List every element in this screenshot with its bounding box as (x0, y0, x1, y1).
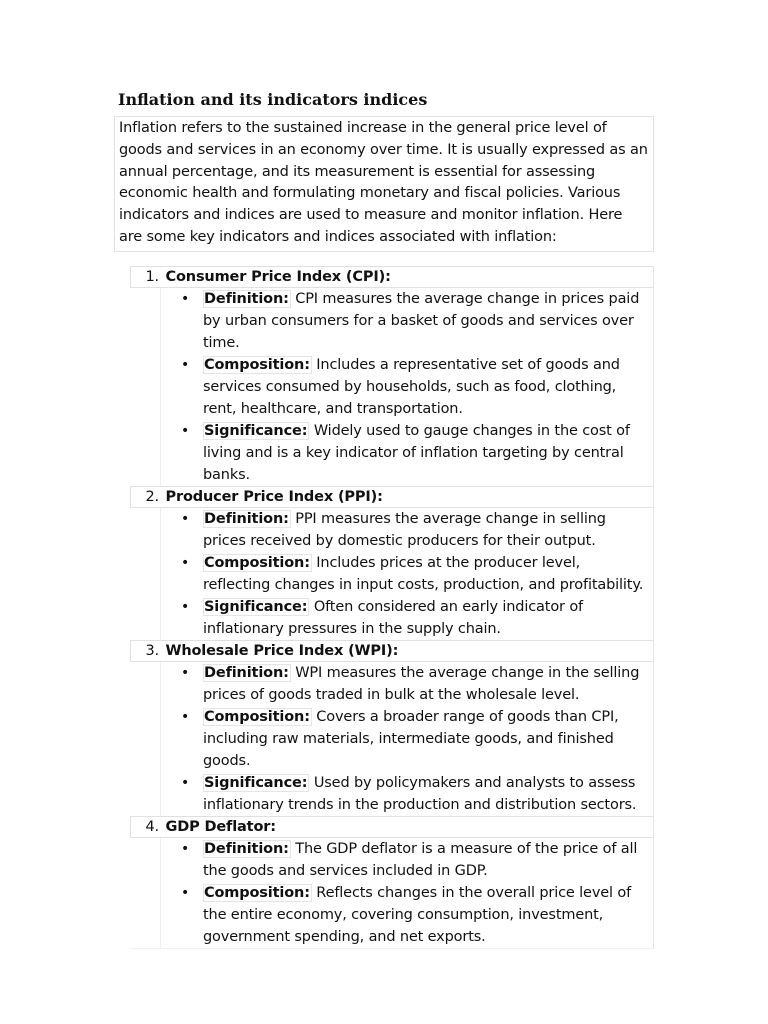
item-heading (130, 640, 653, 662)
item-number: 4. (145, 819, 159, 835)
sub-label: Definition: (204, 511, 289, 527)
list-item (130, 640, 653, 816)
sub-label: Significance: (204, 775, 308, 791)
sub-label: Composition: (204, 709, 310, 725)
bullet-icon: • (181, 885, 190, 901)
item-number: 1. (145, 269, 159, 285)
sub-item (161, 288, 653, 354)
sub-list (160, 288, 653, 486)
sub-text: PPI measures the average change in selling prices received by domestic producers for their output. (203, 511, 606, 549)
item-title: GDP Deflator: (165, 819, 276, 835)
item-title: Consumer Price Index (CPI): (165, 269, 391, 285)
bullet-icon: • (181, 357, 190, 373)
sub-text: The GDP deflator is a measure of the price of all the goods and services included in GDP. (203, 841, 638, 879)
document-title: Inflation and its indicators indices (118, 90, 428, 109)
item-heading (130, 266, 653, 288)
sub-text: Covers a broader range of goods than CPI, including raw materials, intermediate goods, and finished goods. (203, 709, 619, 769)
sub-label: Definition: (204, 841, 289, 857)
sub-label: Definition: (204, 665, 289, 681)
sub-text: Widely used to gauge changes in the cost of living and is a key indicator of inflation targeting by central banks. (203, 423, 630, 483)
sub-item (161, 552, 653, 596)
item-number: 2. (145, 489, 159, 505)
sub-label: Significance: (204, 423, 308, 439)
item-title: Wholesale Price Index (WPI): (165, 643, 399, 659)
sub-item (161, 508, 653, 552)
sub-label: Composition: (204, 357, 310, 373)
sub-label: Composition: (204, 885, 310, 901)
sub-item (161, 838, 653, 882)
bullet-icon: • (181, 775, 190, 791)
bullet-icon: • (181, 841, 190, 857)
sub-list (160, 662, 653, 816)
sub-item (161, 420, 653, 486)
sub-text: Includes a representative set of goods and services consumed by households, such as food, clothing, rent, healthcare, and transportation. (203, 357, 620, 417)
sub-text: Often considered an early indicator of inflationary pressures in the supply chain. (203, 599, 583, 637)
list-item (130, 266, 653, 486)
list-item (130, 486, 653, 640)
sub-item (161, 882, 653, 948)
bullet-icon: • (181, 665, 190, 681)
item-heading (130, 816, 653, 838)
item-title: Producer Price Index (PPI): (165, 489, 383, 505)
sub-text: CPI measures the average change in prices paid by urban consumers for a basket of goods and services over time. (203, 291, 640, 351)
item-number: 3. (145, 643, 159, 659)
sub-list (160, 838, 653, 948)
bullet-icon: • (181, 555, 190, 571)
intro-paragraph: Inflation refers to the sustained increase in the general price level of goods and services in an economy over time. It is usually expressed as an annual percentage, and its measurement is essential for assessing economic health and formulating monetary and fiscal policies. Various indicators and indices are used to measure and monitor inflation. Here are some key indicators and indices associated with inflation: (114, 116, 654, 252)
bullet-icon: • (181, 291, 190, 307)
sub-item (161, 354, 653, 420)
indicator-list (130, 266, 654, 949)
sub-item (161, 596, 653, 640)
sub-text: Used by policymakers and analysts to assess inflationary trends in the production and distribution sectors. (203, 775, 637, 813)
sub-item (161, 706, 653, 772)
bullet-icon: • (181, 709, 190, 725)
sub-item (161, 772, 653, 816)
sub-list (160, 508, 653, 640)
list-item (130, 816, 653, 948)
sub-item (161, 662, 653, 706)
bullet-icon: • (181, 599, 190, 615)
sub-label: Composition: (204, 555, 310, 571)
sub-text: WPI measures the average change in the selling prices of goods traded in bulk at the wholesale level. (203, 665, 640, 703)
sub-label: Definition: (204, 291, 289, 307)
item-heading (130, 486, 653, 508)
bullet-icon: • (181, 511, 190, 527)
sub-text: Reflects changes in the overall price level of the entire economy, covering consumption, investment, government spending, and net exports. (203, 885, 632, 945)
sub-text: Includes prices at the producer level, reflecting changes in input costs, production, and profitability. (203, 555, 644, 593)
sub-label: Significance: (204, 599, 308, 615)
bullet-icon: • (181, 423, 190, 439)
